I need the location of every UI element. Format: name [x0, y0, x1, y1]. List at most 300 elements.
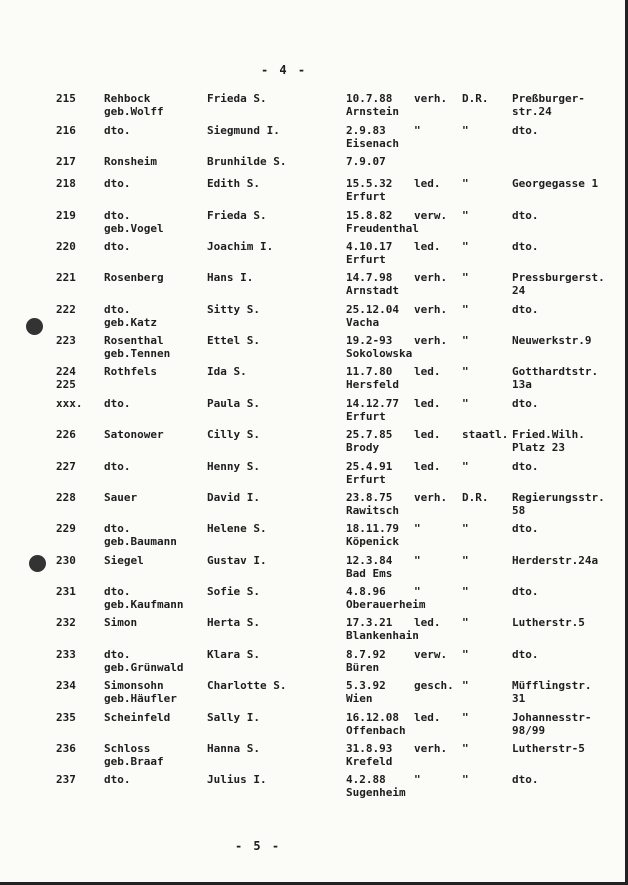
given-name [207, 428, 260, 441]
address-line: Regierungsstr. [512, 491, 605, 504]
marital-status [414, 742, 447, 755]
entry-number-line: 216 [56, 124, 76, 137]
marital-status [414, 303, 447, 316]
address-line: dto. [512, 303, 539, 316]
address [512, 334, 591, 347]
entry-number-line: 215 [56, 92, 76, 105]
address-line: dto. [512, 460, 539, 473]
given-name [207, 742, 260, 755]
given-name-line: Sally I. [207, 711, 260, 724]
surname-line: dto. [104, 209, 131, 222]
citizenship-line: " [462, 773, 469, 786]
citizenship-line: " [462, 711, 469, 724]
birth-date-place-line: 4.2.88 [346, 773, 386, 786]
citizenship [462, 397, 512, 410]
birth-date-place-line: 11.7.80 [346, 365, 393, 378]
surname-line: geb.Kaufmann [104, 598, 184, 611]
birth-date-place-line: 8.7.92 [346, 648, 386, 661]
citizenship [462, 365, 512, 378]
birth-date-place-line: 2.9.83 [346, 124, 386, 137]
address [512, 491, 605, 517]
address [512, 460, 539, 473]
table-row [0, 773, 628, 803]
address [512, 428, 585, 454]
entry-number-line: 230 [56, 554, 76, 567]
marital-status [414, 460, 441, 473]
table-row [0, 92, 628, 122]
birth-date-place-line: Oberauerheim [346, 598, 426, 611]
surname [104, 522, 177, 548]
given-name [207, 554, 267, 567]
entry-number [56, 773, 94, 786]
citizenship [462, 460, 512, 473]
surname-line: Sauer [104, 491, 138, 504]
birth-date-place [346, 303, 399, 329]
birth-date-place-line: 4.10.17 [346, 240, 393, 253]
given-name [207, 365, 247, 378]
birth-date-place-line: 12.3.84 [346, 554, 393, 567]
address-line: 98/99 [512, 724, 546, 737]
address-line: Neuwerkstr.9 [512, 334, 592, 347]
surname-line: geb.Baumann [104, 535, 177, 548]
surname [104, 648, 183, 674]
address-line: dto. [512, 522, 539, 535]
birth-date-place-line: Arnstein [346, 105, 399, 118]
birth-date-place [346, 554, 392, 580]
given-name [207, 209, 267, 222]
marital-status-line: " [414, 773, 421, 786]
address [512, 679, 591, 705]
birth-date-place-line: 18.11.79 [346, 522, 399, 535]
citizenship [462, 240, 512, 253]
given-name-line: Herta S. [207, 616, 260, 629]
marital-status-line: verw. [414, 648, 448, 661]
given-name [207, 271, 253, 284]
given-name [207, 711, 260, 724]
address-line: dto. [512, 585, 539, 598]
entry-number [56, 365, 94, 391]
entry-number [56, 711, 94, 724]
surname [104, 773, 131, 786]
table-row [0, 124, 628, 154]
table-row [0, 522, 628, 552]
address-line: Fried.Wilh. [512, 428, 585, 441]
entry-number-line: xxx. [56, 397, 83, 410]
citizenship-line: " [462, 679, 469, 692]
birth-date-place-line: 23.8.75 [346, 491, 393, 504]
entry-number-line: 219 [56, 209, 76, 222]
address-line: Lutherstr.5 [512, 616, 585, 629]
surname [104, 742, 164, 768]
table-row [0, 742, 628, 772]
surname-line: Rothfels [104, 365, 157, 378]
citizenship-line: " [462, 334, 469, 347]
given-name-line: Siegmund I. [207, 124, 280, 137]
marital-status [414, 177, 441, 190]
table-row [0, 711, 628, 741]
surname [104, 616, 137, 629]
address-line: dto. [512, 397, 539, 410]
address [512, 773, 539, 786]
citizenship [462, 679, 512, 692]
citizenship-line: " [462, 585, 469, 598]
given-name [207, 92, 267, 105]
citizenship [462, 648, 512, 661]
birth-date-place-line: Arnstadt [346, 284, 399, 297]
citizenship-line: " [462, 522, 469, 535]
address [512, 240, 539, 253]
address-line: Gotthardtstr. [512, 365, 599, 378]
marital-status [414, 522, 421, 535]
given-name-line: Hans I. [207, 271, 254, 284]
given-name [207, 460, 260, 473]
citizenship-line: " [462, 742, 469, 755]
given-name-line: Paula S. [207, 397, 260, 410]
address-line: str.24 [512, 105, 552, 118]
surname-line: Schloss [104, 742, 151, 755]
entry-number-line: 233 [56, 648, 76, 661]
citizenship-line: staatl. [462, 428, 509, 441]
surname-line: geb.Braaf [104, 755, 164, 768]
surname [104, 460, 131, 473]
marital-status [414, 648, 447, 661]
address [512, 92, 585, 118]
citizenship [462, 585, 512, 598]
given-name-line: Frieda S. [207, 209, 267, 222]
marital-status-line: verh. [414, 491, 448, 504]
given-name [207, 491, 260, 504]
address [512, 585, 539, 598]
birth-date-place-line: 5.3.92 [346, 679, 386, 692]
birth-date-place-line: 25.4.91 [346, 460, 393, 473]
entry-number-line: 221 [56, 271, 76, 284]
address [512, 522, 539, 535]
address [512, 365, 598, 391]
given-name [207, 124, 280, 137]
surname-line: geb.Katz [104, 316, 157, 329]
marital-status-line: led. [414, 177, 441, 190]
surname-line: dto. [104, 522, 131, 535]
given-name [207, 679, 286, 692]
entry-number-line: 231 [56, 585, 76, 598]
entry-number [56, 460, 94, 473]
marital-status-line: " [414, 585, 421, 598]
citizenship-line: " [462, 177, 469, 190]
citizenship [462, 616, 512, 629]
marital-status-line: verh. [414, 334, 448, 347]
table-row [0, 616, 628, 646]
birth-date-place-line: Erfurt [346, 253, 386, 266]
given-name-line: Klara S. [207, 648, 260, 661]
given-name [207, 397, 260, 410]
address [512, 124, 539, 137]
citizenship-line: " [462, 209, 469, 222]
birth-date-place-line: Bad Ems [346, 567, 393, 580]
given-name [207, 303, 260, 316]
address [512, 209, 539, 222]
given-name-line: Joachim I. [207, 240, 274, 253]
address-line: Georgegasse 1 [512, 177, 599, 190]
entry-number [56, 303, 94, 316]
address [512, 177, 598, 190]
citizenship-line: " [462, 124, 469, 137]
entry-number-line: 218 [56, 177, 76, 190]
entry-number [56, 240, 94, 253]
surname [104, 177, 131, 190]
surname [104, 209, 164, 235]
given-name [207, 648, 260, 661]
citizenship-line: " [462, 365, 469, 378]
marital-status [414, 428, 441, 441]
address [512, 711, 591, 737]
entry-number [56, 397, 94, 410]
entry-number-line: 232 [56, 616, 76, 629]
surname-line: geb.Grünwald [104, 661, 184, 674]
entry-number-line: 220 [56, 240, 76, 253]
birth-date-place-line: Rawitsch [346, 504, 399, 517]
given-name [207, 585, 260, 598]
surname-line: dto. [104, 773, 131, 786]
table-row [0, 491, 628, 521]
address-line: Müfflingstr. [512, 679, 592, 692]
surname-line: dto. [104, 397, 131, 410]
address [512, 648, 539, 661]
birth-date-place [346, 271, 399, 297]
address-line: dto. [512, 240, 539, 253]
entry-number [56, 742, 94, 755]
entry-number-line: 222 [56, 303, 76, 316]
birth-date-place [346, 679, 386, 705]
birth-date-place-line: Erfurt [346, 473, 386, 486]
given-name [207, 522, 267, 535]
citizenship-line: " [462, 271, 469, 284]
birth-date-place-line: 25.12.04 [346, 303, 399, 316]
birth-date-place-line: 15.8.82 [346, 209, 393, 222]
entry-number [56, 585, 94, 598]
entry-number [56, 522, 94, 535]
entry-number [56, 428, 94, 441]
table-row [0, 397, 628, 427]
surname-line: dto. [104, 177, 131, 190]
birth-date-place-line: 4.8.96 [346, 585, 386, 598]
citizenship-line: D.R. [462, 92, 489, 105]
given-name-line: Sofie S. [207, 585, 260, 598]
birth-date-place-line: Hersfeld [346, 378, 399, 391]
citizenship-line: " [462, 554, 469, 567]
citizenship [462, 209, 512, 222]
citizenship [462, 554, 512, 567]
marital-status-line: " [414, 124, 421, 137]
surname-line: Satonower [104, 428, 164, 441]
entry-number-line: 236 [56, 742, 76, 755]
birth-date-place [346, 616, 419, 642]
given-name-line: Julius I. [207, 773, 267, 786]
birth-date-place [346, 742, 392, 768]
surname [104, 711, 170, 724]
birth-date-place-line: 14.7.98 [346, 271, 393, 284]
marital-status-line: gesch. [414, 679, 454, 692]
birth-date-place-line: 14.12.77 [346, 397, 399, 410]
citizenship-line: " [462, 240, 469, 253]
marital-status-line: verh. [414, 271, 448, 284]
entry-number [56, 648, 94, 661]
birth-date-place-line: Büren [346, 661, 380, 674]
entry-number-line: 224 [56, 365, 76, 378]
entry-number [56, 616, 94, 629]
birth-date-place [346, 491, 399, 517]
surname-line: geb.Tennen [104, 347, 171, 360]
address-line: 24 [512, 284, 526, 297]
surname [104, 554, 144, 567]
surname-line: geb.Häufler [104, 692, 177, 705]
marital-status-line: led. [414, 428, 441, 441]
surname-line: geb.Vogel [104, 222, 164, 235]
address-line: 58 [512, 504, 526, 517]
surname-line: geb.Wolff [104, 105, 164, 118]
birth-date-place-line: Erfurt [346, 410, 386, 423]
marital-status-line: led. [414, 616, 441, 629]
given-name-line: Frieda S. [207, 92, 267, 105]
citizenship [462, 773, 512, 786]
birth-date-place-line: Wien [346, 692, 373, 705]
given-name-line: David I. [207, 491, 260, 504]
bottom-page-number: - 5 - [234, 839, 282, 853]
marital-status [414, 554, 421, 567]
table-row [0, 303, 628, 333]
marital-status-line: led. [414, 711, 441, 724]
table-row [0, 679, 628, 709]
address-line: dto. [512, 209, 539, 222]
birth-date-place [346, 209, 419, 235]
citizenship [462, 271, 512, 284]
entry-number-line: 225 [56, 378, 76, 391]
birth-date-place-line: Freudenthal [346, 222, 419, 235]
given-name [207, 334, 260, 347]
citizenship-line: " [462, 616, 469, 629]
entry-number-line: 226 [56, 428, 76, 441]
surname [104, 397, 131, 410]
entry-number-line: 235 [56, 711, 76, 724]
address [512, 303, 539, 316]
surname-line: Simon [104, 616, 138, 629]
entry-number-line: 227 [56, 460, 76, 473]
address-line: 31 [512, 692, 526, 705]
table-row [0, 209, 628, 239]
given-name [207, 155, 286, 168]
surname [104, 334, 170, 360]
given-name-line: Brunhilde S. [207, 155, 287, 168]
address-line: Preßburger- [512, 92, 585, 105]
surname [104, 271, 164, 284]
entry-number [56, 124, 94, 137]
marital-status [414, 585, 421, 598]
marital-status [414, 397, 441, 410]
entry-number-line: 223 [56, 334, 76, 347]
marital-status [414, 334, 447, 347]
citizenship-line: " [462, 460, 469, 473]
surname-line: Siegel [104, 554, 144, 567]
table-row [0, 334, 628, 364]
marital-status [414, 365, 441, 378]
birth-date-place [346, 428, 392, 454]
birth-date-place [346, 240, 392, 266]
surname-line: Rosenberg [104, 271, 164, 284]
given-name-line: Sitty S. [207, 303, 260, 316]
marital-status-line: verh. [414, 742, 448, 755]
entry-number [56, 491, 94, 504]
birth-date-place-line: Eisenach [346, 137, 399, 150]
surname [104, 679, 177, 705]
address-line: Herderstr.24a [512, 554, 599, 567]
surname-line: dto. [104, 303, 131, 316]
entry-number [56, 92, 94, 105]
birth-date-place-line: Köpenick [346, 535, 399, 548]
surname [104, 155, 157, 168]
entry-number [56, 554, 94, 567]
address-line: Lutherstr-5 [512, 742, 585, 755]
surname [104, 92, 164, 118]
address-line: dto. [512, 648, 539, 661]
surname-line: Ronsheim [104, 155, 157, 168]
citizenship [462, 177, 512, 190]
birth-date-place [346, 397, 399, 423]
birth-date-place-line: 10.7.88 [346, 92, 393, 105]
marital-status-line: led. [414, 365, 441, 378]
given-name [207, 773, 267, 786]
given-name-line: Hanna S. [207, 742, 260, 755]
marital-status [414, 92, 447, 105]
entry-number [56, 679, 94, 692]
table-row [0, 240, 628, 270]
citizenship-line: " [462, 648, 469, 661]
citizenship [462, 491, 512, 504]
birth-date-place [346, 773, 406, 799]
marital-status-line: verh. [414, 92, 448, 105]
given-name-line: Edith S. [207, 177, 260, 190]
address-line: dto. [512, 124, 539, 137]
marital-status [414, 209, 447, 222]
citizenship-line: " [462, 303, 469, 316]
birth-date-place-line: 25.7.85 [346, 428, 393, 441]
citizenship [462, 124, 512, 137]
birth-date-place-line: 31.8.93 [346, 742, 393, 755]
marital-status [414, 271, 447, 284]
given-name-line: Ida S. [207, 365, 247, 378]
address-line: Platz 23 [512, 441, 565, 454]
address [512, 554, 598, 567]
surname [104, 491, 137, 504]
address [512, 271, 605, 297]
surname-line: Rosenthal [104, 334, 164, 347]
citizenship [462, 428, 512, 441]
given-name-line: Gustav I. [207, 554, 267, 567]
birth-date-place-line: Blankenhain [346, 629, 419, 642]
birth-date-place-line: Brody [346, 441, 380, 454]
citizenship [462, 522, 512, 535]
marital-status-line: verw. [414, 209, 448, 222]
given-name-line: Helene S. [207, 522, 267, 535]
address [512, 616, 585, 629]
surname [104, 428, 164, 441]
entry-number-line: 229 [56, 522, 76, 535]
surname-line: Scheinfeld [104, 711, 171, 724]
entry-number [56, 155, 94, 168]
entry-number [56, 271, 94, 284]
birth-date-place-line: Sugenheim [346, 786, 406, 799]
birth-date-place [346, 92, 399, 118]
entry-number-line: 237 [56, 773, 76, 786]
marital-status-line: led. [414, 460, 441, 473]
